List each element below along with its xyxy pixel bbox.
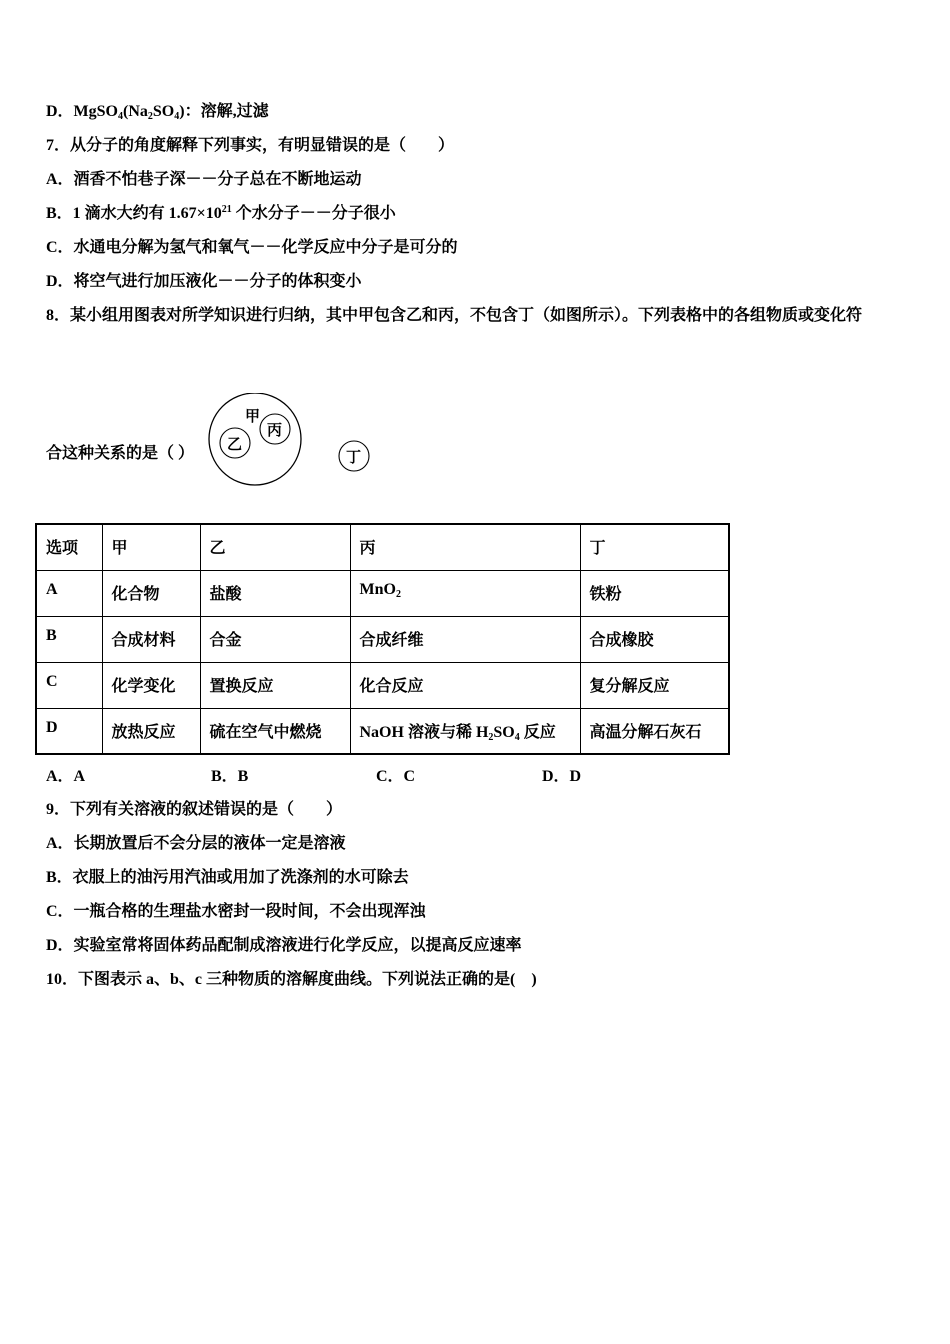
q10-stem: 10．下图表示 a、b、c 三种物质的溶解度曲线。下列说法正确的是( ) — [46, 971, 537, 988]
q9-stem: 9．下列有关溶液的叙述错误的是（ ） — [46, 801, 343, 818]
q7-stem: 7．从分子的角度解释下列事实，有明显错误的是（ ） — [46, 137, 455, 154]
cell-ding: 高温分解石灰石 — [580, 708, 729, 754]
q9-option-c: C．一瓶合格的生理盐水密封一段时间，不会出现浑浊 — [46, 903, 426, 920]
cell-option: D — [36, 708, 102, 754]
cell-jia: 化合物 — [102, 570, 200, 616]
q8-stem: 8．某小组用图表对所学知识进行归纳，其中甲包含乙和丙，不包含丁（如图所示）。下列表格中的各组物质或变化符 — [46, 307, 863, 324]
q8-option-c: C．C — [376, 768, 416, 785]
venn-diagram — [205, 393, 375, 487]
q7-option-a: A．酒香不怕巷子深－－分子总在不断地运动 — [46, 171, 362, 188]
cell-bing: NaOH 溶液与稀 $H_2SO_4$ 反应 — [350, 708, 580, 754]
options-table — [35, 523, 730, 755]
label-ding: 丁 — [346, 448, 362, 466]
cell-option: A — [36, 570, 102, 616]
header-cell: 丁 — [580, 524, 729, 570]
q7-option-c: C．水通电分解为氢气和氧气－－化学反应中分子是可分的 — [46, 239, 458, 256]
q8-option-d: D．D — [542, 768, 582, 785]
header-cell: 甲 — [102, 524, 200, 570]
table-row — [36, 570, 729, 616]
cell-jia: 化学变化 — [102, 662, 200, 708]
q7-option-d: D．将空气进行加压液化－－分子的体积变小 — [46, 273, 362, 290]
q8-option-a: A．A — [46, 768, 86, 785]
q9-option-b: B．衣服上的油污用汽油或用加了洗涤剂的水可除去 — [46, 869, 409, 886]
cell-yi: 盐酸 — [200, 570, 350, 616]
q9-option-a: A．长期放置后不会分层的液体一定是溶液 — [46, 835, 346, 852]
label-yi: 乙 — [227, 435, 243, 453]
q7-option-b: B．1 滴水大约有 $1.67\times 10^{21}$ 个水分子－－分子很小 — [46, 204, 396, 222]
cell-yi: 硫在空气中燃烧 — [200, 708, 350, 754]
cell-ding: 铁粉 — [580, 570, 729, 616]
table-row — [36, 708, 729, 754]
q8-stem-continued: 合这种关系的是（ ） — [46, 445, 195, 462]
cell-option: C — [36, 662, 102, 708]
q9-option-d: D．实验室常将固体药品配制成溶液进行化学反应，以提高反应速率 — [46, 937, 522, 954]
cell-bing: 化合反应 — [350, 662, 580, 708]
cell-jia: 合成材料 — [102, 616, 200, 662]
header-cell: 丙 — [350, 524, 580, 570]
cell-bing: MnO$_2$ — [350, 570, 580, 616]
table-header-row — [36, 524, 729, 570]
q8-option-b: B．B — [211, 768, 249, 785]
cell-ding: 复分解反应 — [580, 662, 729, 708]
label-bing: 丙 — [267, 421, 283, 439]
cell-bing: 合成纤维 — [350, 616, 580, 662]
header-cell: 乙 — [200, 524, 350, 570]
cell-option: B — [36, 616, 102, 662]
cell-ding: 合成橡胶 — [580, 616, 729, 662]
table-row — [36, 662, 729, 708]
cell-yi: 合金 — [200, 616, 350, 662]
header-cell: 选项 — [36, 524, 102, 570]
cell-jia: 放热反应 — [102, 708, 200, 754]
q6-option-d: D．$MgSO_4(Na_2SO_4)$：溶解,过滤 — [46, 103, 269, 122]
table-row — [36, 616, 729, 662]
cell-yi: 置换反应 — [200, 662, 350, 708]
label-jia: 甲 — [245, 407, 261, 425]
